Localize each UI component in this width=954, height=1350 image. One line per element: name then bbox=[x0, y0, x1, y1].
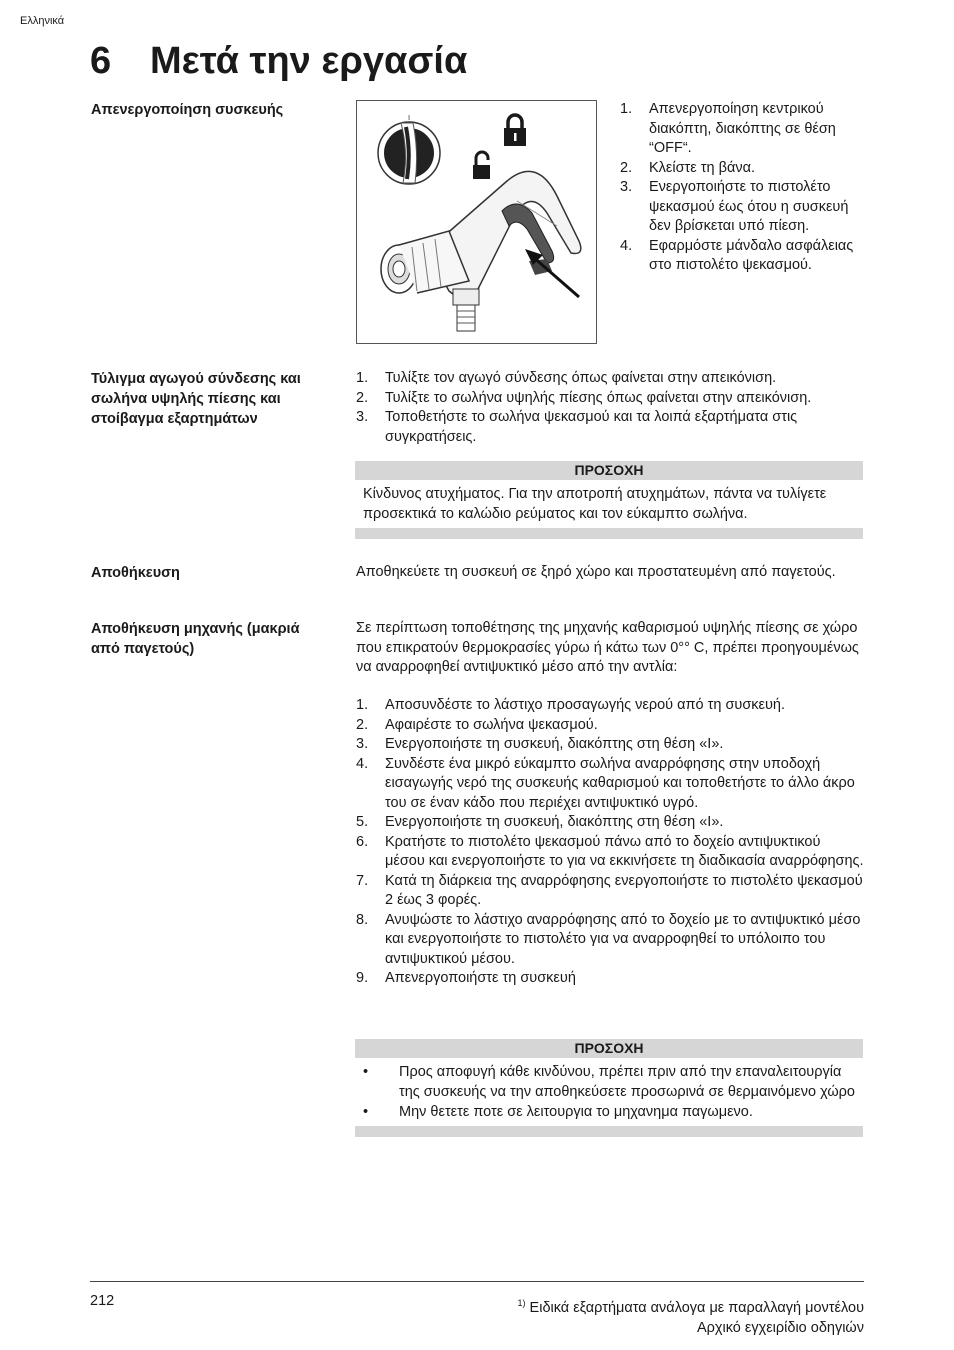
frost-intro: Σε περίπτωση τοποθέτησης της μηχανής καθαρισμού υψηλής πίεσης σε χώρο που επικρατούν θερμοκρασίες γύρω ή κάτω των 0°° C, πρέπει προηγουμένως να αναρροφηθεί αντιψυκτικό μέσο από την αντλία: bbox=[356, 620, 859, 675]
list-item bbox=[620, 237, 865, 276]
bullet-icon: • bbox=[363, 1064, 369, 1080]
step-text: Ενεργοποιήστε τη συσκευή, διακόπτης στη θέση «I». bbox=[385, 814, 724, 830]
list-item bbox=[356, 813, 864, 833]
list-item bbox=[356, 969, 864, 989]
frost-steps bbox=[356, 696, 864, 989]
shutdown-steps bbox=[620, 100, 865, 276]
list-item bbox=[356, 389, 864, 409]
list-item bbox=[356, 369, 864, 389]
manual-label: Αρχικό εγχειρίδιο οδηγιών bbox=[696, 1319, 864, 1336]
step-number: 2. bbox=[620, 159, 633, 176]
step-number: 3. bbox=[356, 736, 369, 752]
step-text: Κλείστε τη βάνα. bbox=[649, 159, 755, 176]
step-number: 1. bbox=[356, 697, 369, 713]
step-number: 4. bbox=[620, 237, 633, 254]
caution-footer-bar bbox=[355, 528, 863, 539]
step-text: Ανυψώστε το λάστιχο αναρρόφησης από το δοχείο με το αντιψυκτικό μέσο και ενεργοποιήστε το πιστολέτο για να αναρροφηθεί το υπόλοιπο του αντιψυκτικού μέσου. bbox=[385, 911, 861, 967]
step-number: 9. bbox=[356, 970, 369, 986]
footer-notes bbox=[518, 1293, 865, 1338]
list-item bbox=[620, 178, 865, 237]
footnote-text: Ειδικά εξαρτήματα ανάλογα με παραλλαγή μοντέλου bbox=[529, 1299, 864, 1316]
step-text: Τυλίξτε το σωλήνα υψηλής πίεσης όπως φαίνεται στην απεικόνιση. bbox=[385, 389, 812, 406]
section-heading-shutdown: Απενεργοποίηση συσκευής bbox=[91, 102, 284, 118]
caution-header: ΠΡΟΣΟΧΗ bbox=[355, 1039, 863, 1058]
step-number: 2. bbox=[356, 716, 369, 733]
step-number: 1. bbox=[620, 101, 633, 117]
list-item bbox=[356, 696, 864, 716]
list-item bbox=[356, 735, 864, 755]
step-number: 8. bbox=[356, 911, 369, 928]
caution-bullets bbox=[355, 1058, 863, 1126]
step-text: Τοποθετήστε το σωλήνα ψεκασμού και τα λοιπά εξαρτήματα στις συγκρατήσεις. bbox=[385, 409, 798, 445]
step-number: 6. bbox=[356, 833, 369, 850]
bullet-text: Μην θετετε ποτε σε λειτουργια το μηχανημα παγωμενο. bbox=[399, 1104, 753, 1120]
step-number: 7. bbox=[356, 872, 369, 889]
caution-box-frost bbox=[355, 1039, 863, 1137]
step-number: 3. bbox=[620, 179, 633, 195]
chapter-title-text: Μετά την εργασία bbox=[150, 40, 468, 82]
svg-text:I: I bbox=[408, 114, 411, 122]
caution-header: ΠΡΟΣΟΧΗ bbox=[355, 461, 863, 480]
page-number: 212 bbox=[90, 1293, 115, 1309]
step-text: Τυλίξτε τον αγωγό σύνδεσης όπως φαίνεται στην απεικόνιση. bbox=[385, 370, 777, 386]
list-item bbox=[361, 1102, 855, 1122]
storage-text: Αποθηκεύετε τη συσκευή σε ξηρό χώρο και προστατευμένη από παγετούς. bbox=[356, 564, 836, 580]
chapter-title bbox=[90, 40, 467, 83]
step-text: Συνδέστε ένα μικρό εύκαμπτο σωλήνα αναρρόφησης στην υποδοχή εισαγωγής νερό της συσκευής καθαρισμού και τοποθετήστε το άλλο άκρο του σε έναν κάδο που περιέχει αντιψυκτικό υγρό. bbox=[385, 755, 855, 811]
list-item bbox=[356, 716, 864, 736]
list-item bbox=[620, 100, 865, 159]
step-text: Απενεργοποιήστε τη συσκευή bbox=[385, 970, 576, 986]
section-heading-storage: Αποθήκευση bbox=[91, 565, 180, 581]
list-item bbox=[356, 833, 864, 872]
spray-gun-with-lock-icon bbox=[356, 100, 597, 344]
list-item bbox=[356, 755, 864, 814]
list-item bbox=[620, 159, 865, 179]
footnote bbox=[518, 1293, 865, 1318]
step-text: Κρατήστε το πιστολέτο ψεκασμού πάνω από το δοχείο αντιψυκτικού μέσου και ενεργοποιήστε το για να εκκινήσετε τη διαδικασία αναρρόφησης. bbox=[385, 833, 864, 869]
step-text: Εφαρμόστε μάνδαλο ασφάλειας στο πιστολέτο ψεκασμού. bbox=[649, 237, 854, 273]
section-heading-frost: Αποθήκευση μηχανής (μακριά από παγετούς) bbox=[91, 621, 300, 657]
winding-steps bbox=[356, 369, 864, 447]
footer-divider bbox=[90, 1281, 864, 1282]
step-number: 5. bbox=[356, 814, 369, 830]
caution-text: Κίνδυνος ατυχήματος. Για την αποτροπή ατυχημάτων, πάντα να τυλίγετε προσεκτικά το καλώδιο ρεύματος και τον εύκαμπτο σωλήνα. bbox=[363, 486, 827, 522]
step-text: Ενεργοποιήστε τη συσκευή, διακόπτης στη θέση «I». bbox=[385, 736, 724, 752]
step-text: Ενεργοποιήστε το πιστολέτο ψεκασμού έως ότου η συσκευή δεν βρίσκεται υπό πίεση. bbox=[649, 179, 849, 234]
language-label: Ελληνικά bbox=[20, 15, 65, 27]
step-text: Κατά τη διάρκεια της αναρρόφησης ενεργοποιήστε το πιστολέτο ψεκασμού 2 έως 3 φορές. bbox=[385, 872, 863, 908]
step-number: 4. bbox=[356, 755, 369, 772]
list-item bbox=[356, 911, 864, 970]
chapter-number: 6 bbox=[90, 40, 112, 82]
section-heading-winding: Τύλιγμα αγωγού σύνδεσης και σωλήνα υψηλής πίεσης και στοίβαγμα εξαρτημάτων bbox=[91, 371, 301, 427]
step-text: Αφαιρέστε το σωλήνα ψεκασμού. bbox=[385, 716, 598, 733]
step-number: 1. bbox=[356, 370, 369, 386]
footnote-mark: 1) bbox=[517, 1298, 526, 1308]
step-number: 2. bbox=[356, 389, 369, 406]
caution-footer-bar bbox=[355, 1126, 863, 1137]
bullet-text: Προς αποφυγή κάθε κινδύνου, πρέπει πριν από την επαναλειτουργία της συσκευής να την αποθηκεύσετε προσωρινά σε θερμαινόμενο χώρο bbox=[399, 1064, 855, 1100]
step-text: Απενεργοποίηση κεντρικού διακόπτη, διακόπτης σε θέση “OFF“. bbox=[649, 101, 836, 156]
list-item bbox=[361, 1062, 855, 1102]
step-number: 3. bbox=[356, 409, 369, 425]
step-text: Αποσυνδέστε το λάστιχο προσαγωγής νερού από τη συσκευή. bbox=[385, 697, 786, 713]
list-item bbox=[356, 872, 864, 911]
bullet-icon: • bbox=[363, 1104, 369, 1120]
caution-box-winding bbox=[355, 461, 863, 539]
list-item bbox=[356, 408, 864, 447]
